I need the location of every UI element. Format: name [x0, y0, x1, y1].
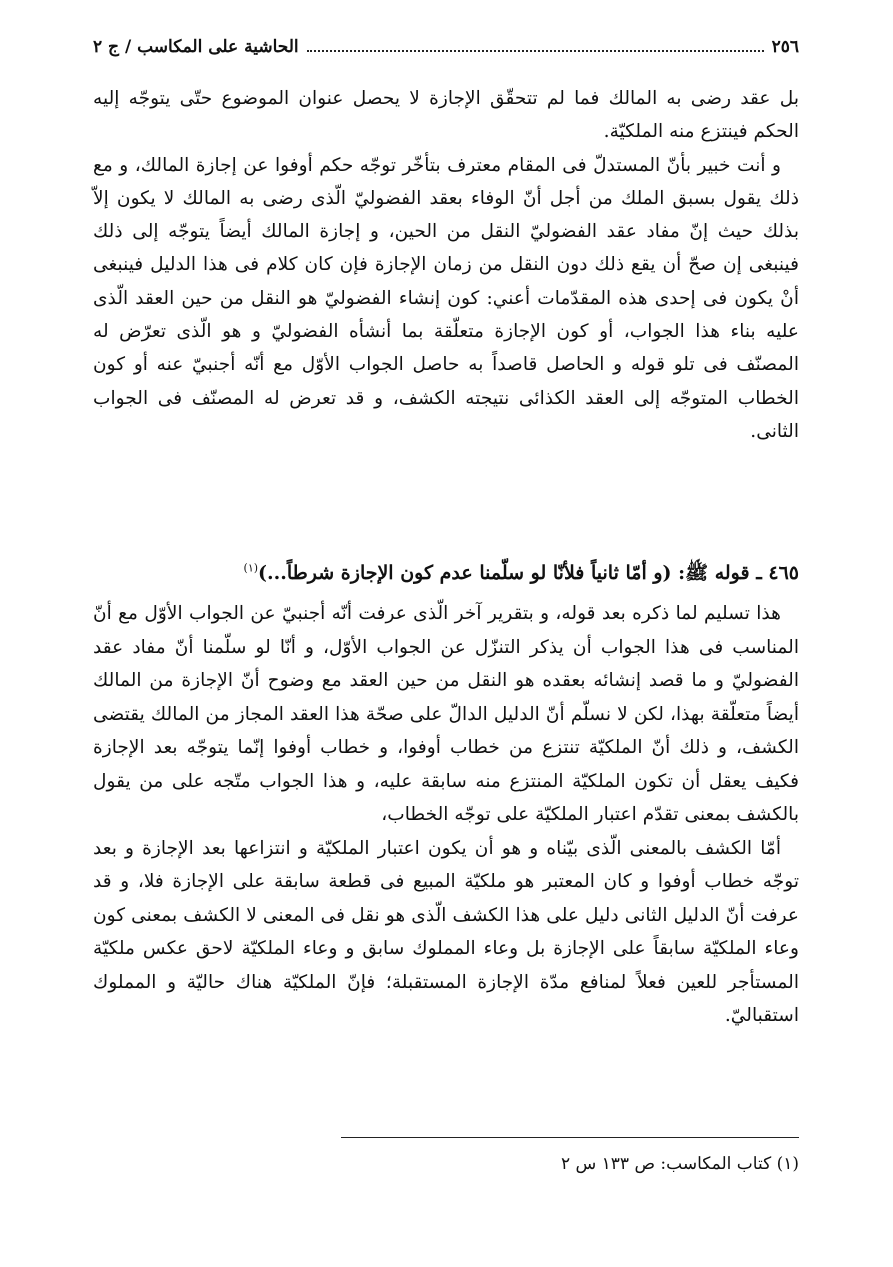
- paragraph: و أنت خبير بأنّ المستدلّ فى المقام معترف بتأخّر توجّه حكم أوفوا عن إجازة المالك، و مع ذلك يقول بسبق الملك من أجل أنّ الوفاء بعقد الفضوليّ الّذى رضى به المالك لا يكون إلاّ بذلك حيث إنّ مفاد عقد الفضوليّ النقل من الحين، و إجازة المالك أيضاً يتوجّه إلى ذلك فينبغى إن صحّ أن يقع ذلك دون النقل من زمان الإجازة فإن كان كلام فى هذا الدليل فينبغى أنْ يكون فى إحدى هذه المقدّمات أعني: كون إنشاء الفضوليّ هو النقل من حين العقد الّذى عليه بناء هذا الجواب، أو كون الإجازة متعلّقة بما أنشأه الفضوليّ و هو الّذى تعرّض له المصنّف فى تلو قوله و الحاصل قاصداً به حاصل الجواب الأوّل مع أنّه أجنبيّ عنه أو كون الخطاب المتوجّه إلى العقد الكذائى نتيجته الكشف، و قد تعرض له المصنّف فى الجواب الثانى.: [93, 154, 799, 442]
- running-header: [93, 34, 799, 60]
- paragraph: أمّا الكشف بالمعنى الّذى بيّناه و هو أن يكون اعتبار الملكيّة و انتزاعها بعد الإجازة و بعد توجّه خطاب أوفوا و كان المعتبر هو ملكيّة المبيع فى قطعة سابقة على الإجازة فلا، و قد عرفت أنّ الدليل الثانى دليل على هذا الكشف الّذى هو نقل فى المعنى لا الكشف بمعنى كون وعاء الملكيّة سابقاً على الإجازة بل وعاء المملوك سابق و وعاء الملكيّة لاحق عكس ملكيّة المستأجر للعين فعلاً لمنافع مدّة الإجازة المستقبلة؛ فإنّ الملكيّة هناك حاليّة و المملوك استقباليّ.: [93, 837, 799, 1026]
- heading-text: ٤٦٥ ـ قوله ﷺ: (و أمّا ثانياً فلأنّا لو سلّمنا عدم كون الإجازة شرطاً...): [258, 562, 799, 584]
- paragraph: هذا تسليم لما ذكره بعد قوله، و بتقرير آخر الّذى عرفت أنّه أجنبيّ عن الجواب الأوّل مع أنّ المناسب فى هذا الجواب أن يذكر التنزّل عن الجواب الأوّل، و أنّا لو سلّمنا أنّ مفاد عقد الفضوليّ و ما قصد إنشائه بعقده هو النقل من حين العقد مع وضوح أنّ الإجازة من المالك أيضاً متعلّقة بهذا، لكن لا نسلّم أنّ الدليل الدالّ على صحّة هذا العقد المجاز من المالك يقتضى الكشف، و ذلك أنّ الملكيّة تنتزع من خطاب أوفوا، و خطاب أوفوا إنّما يتوجّه بعد الإجازة فكيف يعقل أن تكون الملكيّة المنتزع منه سابقة عليه، و هذا الجواب متّجه على من يقول بالكشف بمعنى تقدّم اعتبار الملكيّة على توجّه الخطاب،: [93, 603, 799, 825]
- section-two-text: [93, 597, 799, 1033]
- footnote-reference[interactable]: (١): [243, 561, 259, 575]
- paragraph: بل عقد رضى به المالك فما لم تتحقّق الإجازة لا يحصل عنوان الموضوع حتّى يتوجّه إليه الحكم فينتزع منه الملكيّة.: [93, 88, 799, 143]
- footnote: (١) كتاب المكاسب: ص ١٣٣ س ٢: [560, 1154, 799, 1174]
- leader-dots: [307, 50, 764, 52]
- section-one-text: [93, 82, 799, 448]
- book-title: الحاشية على المكاسب / ج ٢: [93, 37, 299, 57]
- page-number: ٢٥٦: [771, 37, 799, 57]
- footnote-divider: [341, 1137, 799, 1138]
- section-heading: [93, 556, 799, 590]
